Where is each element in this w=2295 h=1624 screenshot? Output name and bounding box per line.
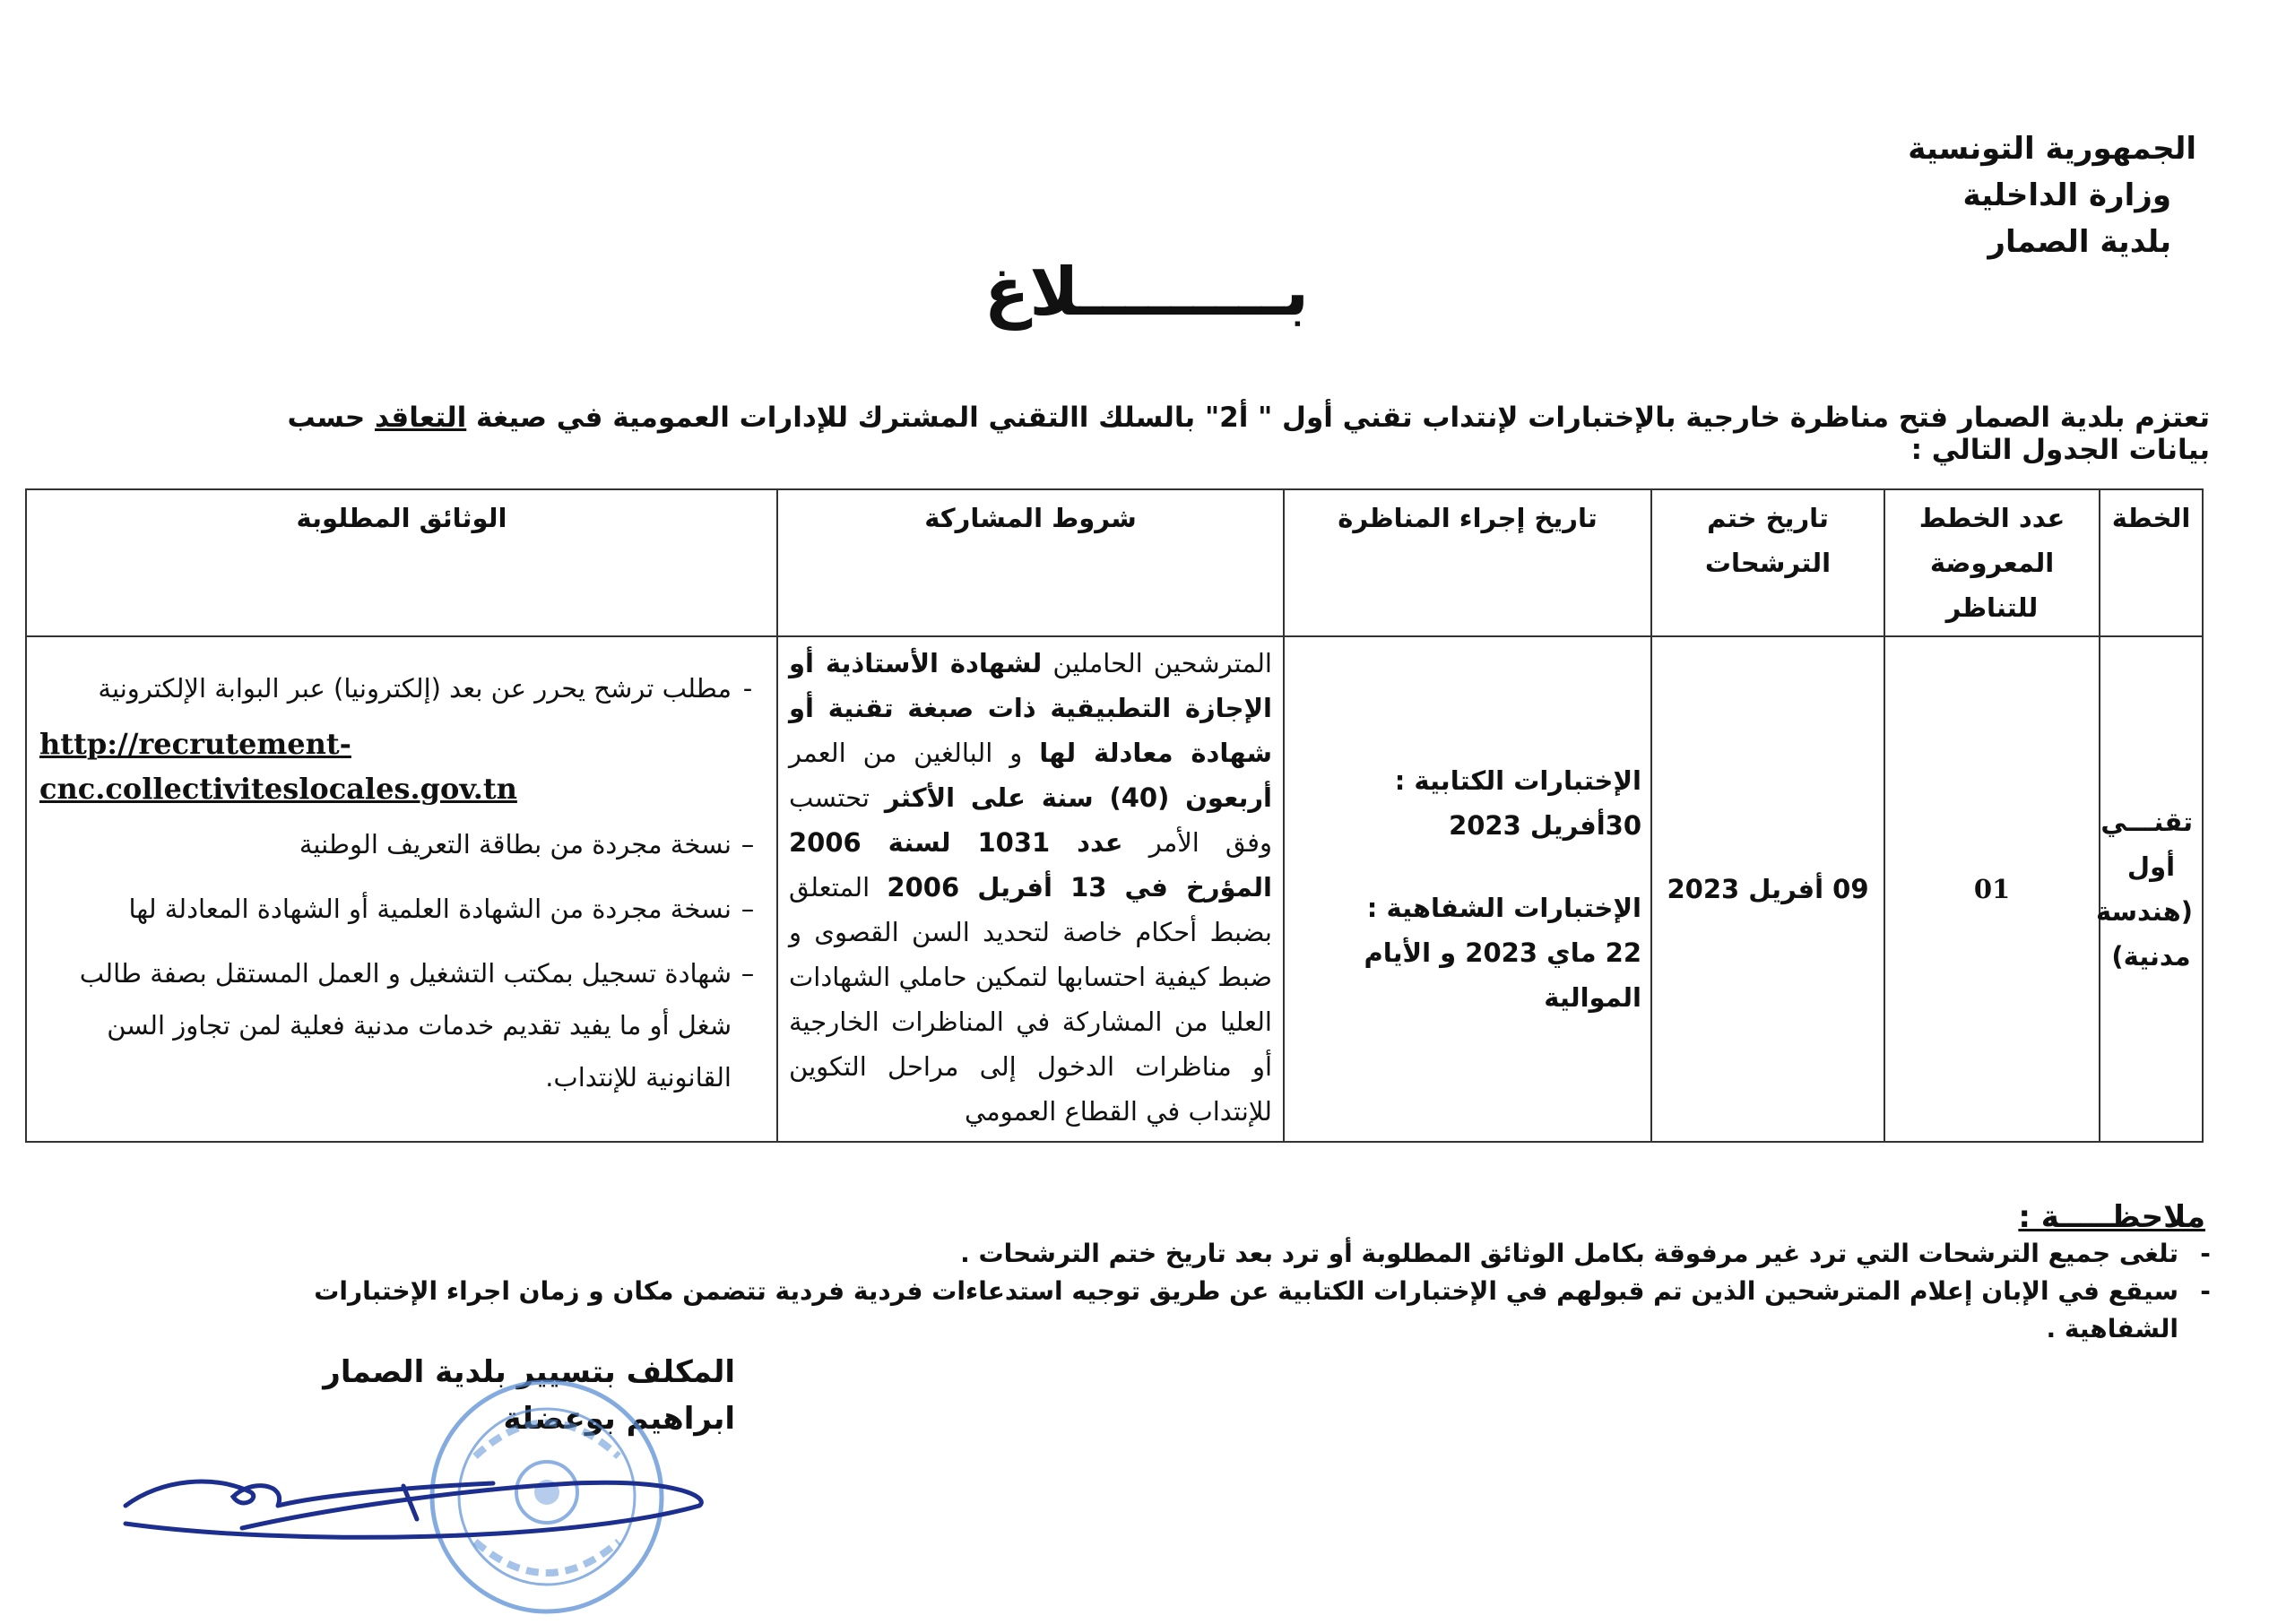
cell-plan: تقنـــي أول (هندسة مدنية) <box>2100 636 2203 1142</box>
signatory-role: المكلف بتسيير بلدية الصمار <box>323 1354 735 1390</box>
intro-text-after: حسب بيانات الجدول التالي : <box>287 402 2210 466</box>
cell-documents <box>26 636 777 1142</box>
list-item <box>39 947 764 1103</box>
dash-bullet: – <box>740 829 755 860</box>
list-item <box>39 883 764 935</box>
cond-part-1: المترشحين الحاملين <box>1042 648 1272 678</box>
header-count: عدد الخطط المعروضة للتناظر <box>1884 489 2100 636</box>
doc-3-text: نسخة مجردة من الشهادة العلمية أو الشهادة المعادلة لها <box>128 894 732 924</box>
dash-bullet: – <box>740 958 755 989</box>
exam-oral-label: الإختبارات الشفاهية : <box>1366 893 1641 923</box>
signatory-name: ابراهيم بوعضلة <box>503 1401 735 1437</box>
dash-bullet: - <box>2200 1276 2211 1306</box>
list-item <box>260 1273 2232 1348</box>
dash-bullet: - <box>2200 1239 2211 1268</box>
doc-4-text: شهادة تسجيل بمكتب التشغيل و العمل المستقل بصفة طالب شغل أو ما يفيد تقديم خدمات مدنية فعلية لمن تجاوز السن القانونية للإنتداب. <box>79 958 732 1093</box>
list-item <box>260 1235 2232 1273</box>
note-2: سيقع في الإبان إعلام المترشحين الذين تم قبولهم في الإختبارات الكتابية عن طريق توجيه استدعاءات فردية فردية تتضمن مكان و زمان اجراء الإختبارات الشفاهية . <box>314 1276 2178 1343</box>
cond-part-7: المتعلق بضبط أحكام خاصة لتحديد السن القصوى و ضبط كيفية احتسابها لتمكين حاملي الشهادات العليا من المشاركة في المناظرات الخارجية أو مناظرات الدخول إلى مراحل التكوين للإنتداب في القطاع العمومي <box>789 872 1272 1127</box>
header-exam-date: تاريخ إجراء المناظرة <box>1284 489 1651 636</box>
cell-exam-date <box>1284 636 1651 1142</box>
exam-written-label: الإختبارات الكتابية : <box>1394 765 1641 796</box>
header-conditions: شروط المشاركة <box>777 489 1284 636</box>
cond-part-6: عدد 1031 لسنة 2006 المؤرخ في 13 أفريل 2006 <box>789 827 1272 903</box>
list-item <box>39 662 764 714</box>
notes-list <box>260 1235 2232 1348</box>
doc-1-text: مطلب ترشح يحرر عن بعد (إلكترونيا) عبر البوابة الإلكترونية <box>98 673 732 704</box>
letterhead-municipality: بلدية الصمار <box>1988 224 2171 260</box>
recruitment-portal-link[interactable]: http://recrutement-cnc.collectiviteslocales.gov.tn <box>39 727 517 806</box>
cell-conditions <box>777 636 1284 1142</box>
cell-count: 01 <box>1884 636 2100 1142</box>
cond-part-2: لشهادة الأستاذية أو الإجازة التطبيقية ذات صبغة تقنية أو شهادة معادلة لها <box>789 648 1272 768</box>
cond-part-5: تحتسب وفق الأمر <box>789 782 1272 858</box>
letterhead-ministry: وزارة الداخلية <box>1962 177 2171 213</box>
cond-part-4: أربعون (40) سنة على الأكثر <box>884 782 1272 813</box>
table-row <box>26 636 2203 1142</box>
intro-text-before: تعتزم بلدية الصمار فتح مناظرة خارجية بالإختبارات لإنتداب تقني أول " أ2" بالسلك االتقني المشترك للإدارات العمومية في صيغة <box>466 402 2210 434</box>
exam-written-date: 30أفريل 2023 <box>1449 810 1641 841</box>
cond-part-3: و البالغين من العمر <box>789 738 1040 768</box>
notes-title: ملاحظـــــة : <box>2018 1199 2205 1235</box>
cell-close-date: 09 أفريل 2023 <box>1651 636 1884 1142</box>
letterhead <box>1569 125 2196 265</box>
dash-bullet: - <box>742 673 753 704</box>
header-plan: الخطة <box>2100 489 2203 636</box>
dash-bullet: – <box>740 894 755 924</box>
intro-paragraph <box>238 402 2210 466</box>
list-item <box>39 818 764 870</box>
table-header-row <box>26 489 2203 636</box>
header-documents: الوثائق المطلوبة <box>26 489 777 636</box>
letterhead-republic: الجمهورية التونسية <box>1908 131 2196 167</box>
exam-oral-date: 22 ماي 2023 و الأيام الموالية <box>1364 937 1641 1013</box>
header-close-date: تاريخ ختم الترشحات <box>1651 489 1884 636</box>
note-1: تلغى جميع الترشحات التي ترد غير مرفوقة بكامل الوثائق المطلوبة أو ترد بعد تاريخ ختم الترشحات . <box>960 1239 2178 1268</box>
competition-table <box>25 488 2204 1143</box>
handwritten-signature-icon <box>108 1443 717 1559</box>
intro-text-underlined: التعاقد <box>375 402 467 434</box>
doc-2-text: نسخة مجردة من بطاقة التعريف الوطنية <box>299 829 732 860</box>
document-title: بـــــــــلاغ <box>983 254 1309 331</box>
